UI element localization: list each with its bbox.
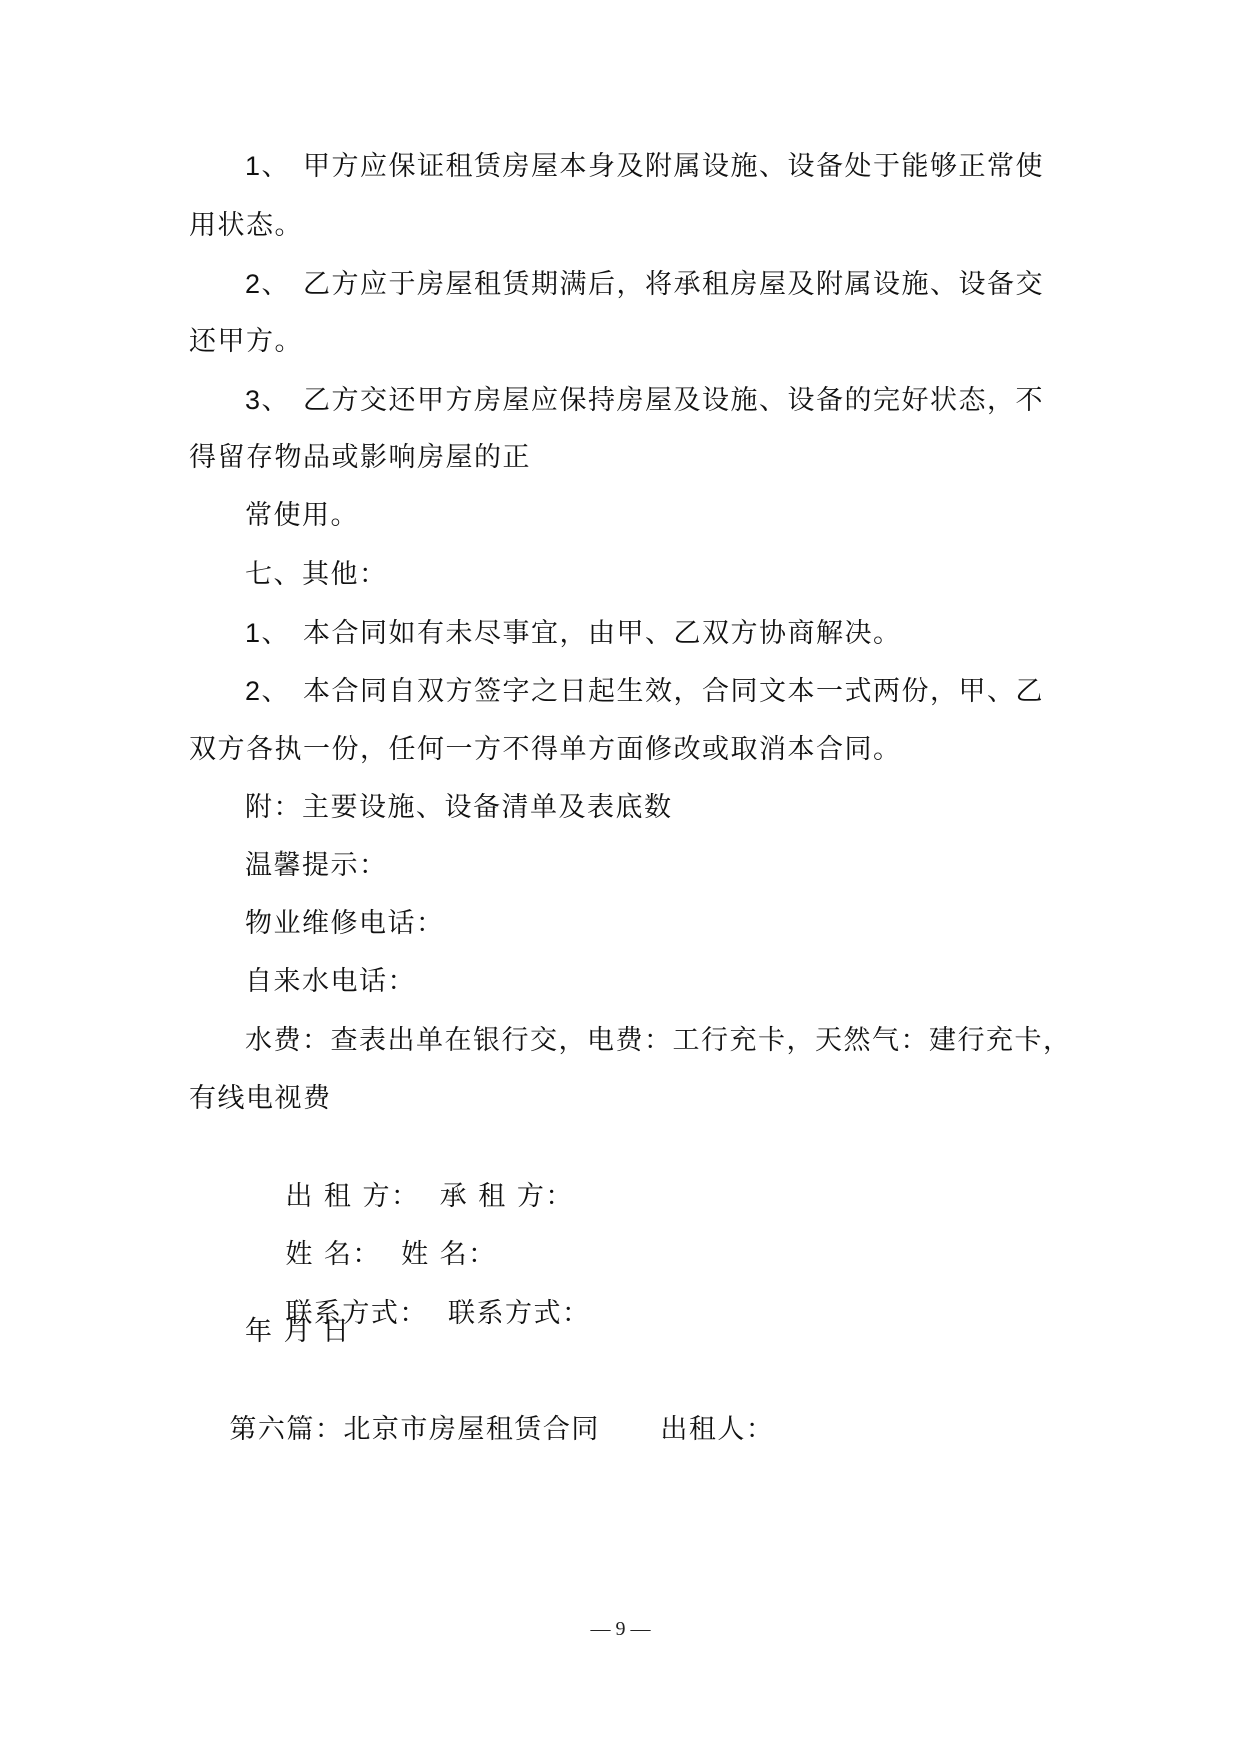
water-phone-label: 自来水电话： <box>245 966 416 997</box>
next-chapter-line <box>189 1370 774 1490</box>
clause-1-continuation <box>189 206 303 246</box>
date-text: 年 月 日 <box>245 1316 351 1347</box>
section-heading <box>245 555 388 595</box>
tip-heading-text: 温馨提示： <box>245 850 388 881</box>
clause-1-line <box>245 146 1044 187</box>
clause-2-line <box>245 264 1044 305</box>
water-phone-line <box>245 962 416 1002</box>
clause-text: 乙方应于房屋租赁期满后，将承租房屋及附属设施、设备交 <box>303 269 1044 300</box>
party-header-text: 出 租 方： 承 租 方： <box>285 1181 574 1212</box>
clause-number: 1、 <box>245 151 291 181</box>
clause-number: 2、 <box>245 269 291 299</box>
clause-3-continuation <box>189 438 531 478</box>
property-phone-line <box>245 904 445 944</box>
next-chapter-text: 第六篇：北京市房屋租赁合同 出租人： <box>229 1414 775 1445</box>
utility-payment-continuation <box>189 1079 332 1119</box>
utility-payment-text: 有线电视费 <box>189 1083 332 1114</box>
contact-text: 联系方式： 联系方式： <box>285 1298 591 1329</box>
other-clause-2-continuation <box>189 730 902 770</box>
clause-number: 3、 <box>245 385 291 415</box>
clause-3-continuation-2 <box>245 496 359 536</box>
clause-text: 得留存物品或影响房屋的正 <box>189 442 531 473</box>
other-clause-2-line <box>245 671 1044 712</box>
clause-text: 常使用。 <box>245 500 359 531</box>
tip-heading <box>245 846 388 886</box>
utility-payment-text: 水费：查表出单在银行交，电费：工行充卡，天然气：建行充卡， <box>245 1025 1072 1056</box>
page-number: — 9 — <box>590 1618 651 1640</box>
section-heading-text: 七、其他： <box>245 559 388 590</box>
clause-text: 本合同自双方签字之日起生效，合同文本一式两份，甲、乙 <box>303 676 1044 707</box>
clause-text: 还甲方。 <box>189 326 303 357</box>
appendix-text: 附：主要设施、设备清单及表底数 <box>245 792 673 823</box>
clause-text: 用状态。 <box>189 210 303 241</box>
clause-text: 双方各执一份，任何一方不得单方面修改或取消本合同。 <box>189 734 902 765</box>
property-phone-label: 物业维修电话： <box>245 908 445 939</box>
date-line <box>245 1312 351 1352</box>
clause-3-line <box>245 380 1044 421</box>
clause-2-continuation <box>189 322 303 362</box>
appendix-line <box>245 788 673 828</box>
clause-number: 2、 <box>245 676 291 706</box>
clause-text: 乙方交还甲方房屋应保持房屋及设施、设备的完好状态，不 <box>303 385 1044 416</box>
name-text: 姓 名： 姓 名： <box>285 1239 497 1270</box>
clause-text: 本合同如有未尽事宜，由甲、乙双方协商解决。 <box>303 618 902 649</box>
clause-text: 甲方应保证租赁房屋本身及附属设施、设备处于能够正常使 <box>303 151 1044 182</box>
utility-payment-line <box>245 1021 1072 1061</box>
other-clause-1-line <box>245 613 902 654</box>
clause-number: 1、 <box>245 618 291 648</box>
